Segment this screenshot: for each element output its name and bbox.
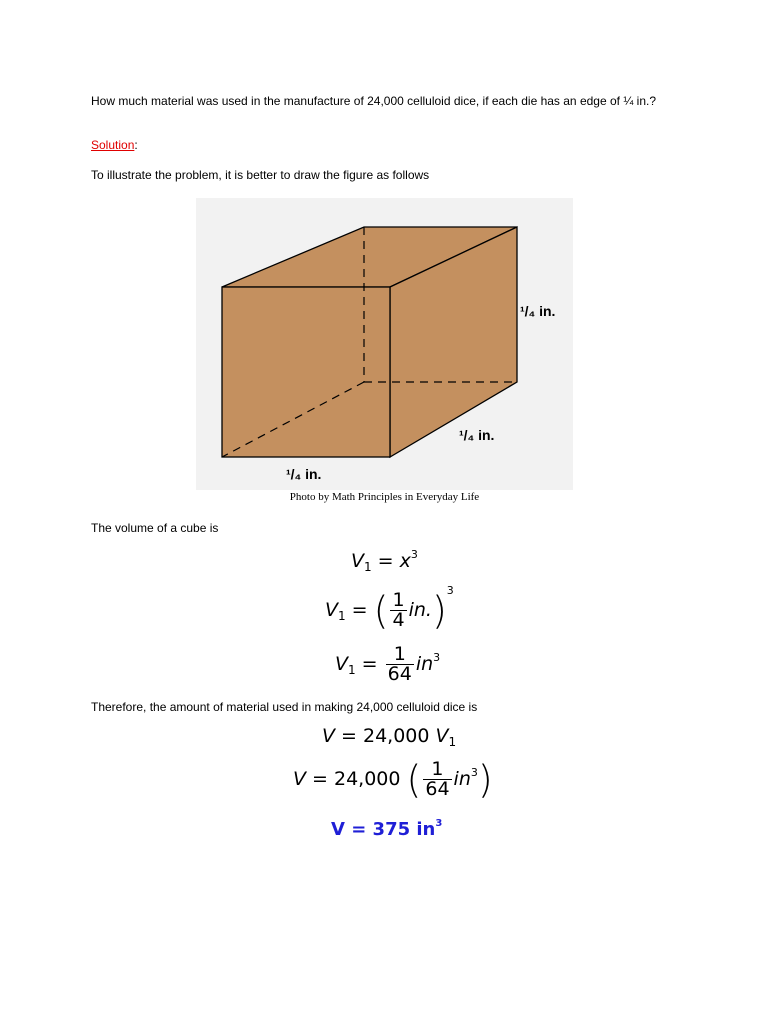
fraction-one-sixty-fourth: $\frac{1}{64}$ bbox=[387, 643, 412, 685]
fraction-one-sixty-fourth-total: $\frac{1}{64}$ bbox=[425, 758, 450, 800]
dimension-label-height: ¹/₄ in. bbox=[520, 303, 556, 319]
cube-figure bbox=[196, 198, 573, 490]
figure-caption: Photo by Math Principles in Everyday Life bbox=[289, 491, 480, 503]
fraction-one-quarter: $\frac{1}{4}$ bbox=[392, 589, 405, 631]
equation-volume-substitution: $V_1$ = ( $\frac{1}{4}$ in.)$^3$ bbox=[325, 584, 454, 633]
solution-link[interactable]: Solution bbox=[91, 138, 135, 152]
equation-total-formula: V = 24,000 $V_1$ bbox=[322, 725, 457, 749]
cube-front-face bbox=[222, 287, 390, 457]
final-answer: V = 375 $in^3$ bbox=[331, 818, 443, 840]
dimension-label-depth: ¹/₄ in. bbox=[459, 427, 495, 443]
equation-volume-formula: $V_1 = x^3$ bbox=[351, 548, 418, 574]
equation-single-die-volume: $V_1$ = $\frac{1}{64}$ $in^3$ bbox=[335, 643, 441, 685]
illustrate-text: To illustrate the problem, it is better to draw the figure as follows bbox=[91, 168, 430, 182]
cube-drawing bbox=[196, 198, 573, 490]
dimension-label-width: ¹/₄ in. bbox=[286, 466, 322, 482]
question-text: How much material was used in the manufacture of 24,000 celluloid dice, if each die has an edge of ¼ in.? bbox=[91, 94, 657, 108]
cube-volume-text: The volume of a cube is bbox=[91, 521, 219, 535]
equation-total-substitution: V = 24,000 ( $\frac{1}{64}$ $in^3$) bbox=[293, 757, 493, 802]
therefore-text: Therefore, the amount of material used in making 24,000 celluloid dice is bbox=[91, 700, 478, 714]
solution-colon: : bbox=[134, 138, 138, 152]
solution-heading bbox=[91, 138, 138, 152]
